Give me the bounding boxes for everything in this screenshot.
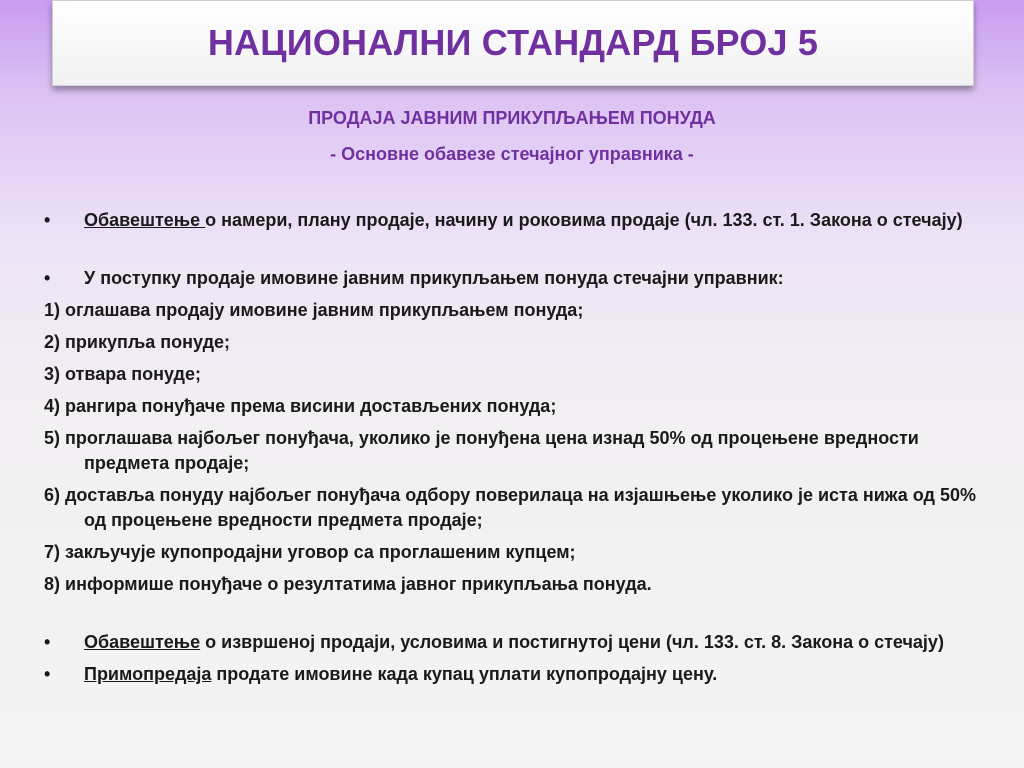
bullet-keyword: Обавештење <box>84 632 201 652</box>
list-item-4: 4) рангира понуђаче према висини достављених понуда; <box>44 396 557 416</box>
subtitle-main: ПРОДАЈА ЈАВНИМ ПРИКУПЉАЊЕМ ПОНУДА <box>308 108 716 128</box>
list-item-2: 2) прикупља понуде; <box>44 332 231 352</box>
bullet-handover <box>44 662 984 687</box>
bullet-dot: • <box>44 632 51 652</box>
list-item-6: 6) доставља понуду најбољег понуђача одбору поверилаца на изјашњење уколико је иста нижа од 50% од процењене вредности предмета продаје; <box>44 485 977 530</box>
bullet-text: продате имовине када купац уплати купопродајну цену. <box>211 664 718 684</box>
bullet-notice-completed <box>44 630 984 655</box>
bullet-dot: • <box>44 268 51 288</box>
bullet-dot: • <box>44 664 51 684</box>
slide-title: НАЦИОНАЛНИ СТАНДАРД БРОЈ 5 <box>207 22 819 63</box>
subtitle-secondary: - Основне обавезе стечајног управника - <box>330 144 694 164</box>
bullet-keyword: Обавештење <box>84 210 206 230</box>
bullet-keyword: Примопредаја <box>84 664 212 684</box>
slide-content <box>44 208 984 687</box>
title-box <box>52 0 974 86</box>
list-item-1: 1) оглашава продају имовине јавним прикупљањем понуда; <box>44 300 584 320</box>
bullet-notice-intent <box>44 208 984 233</box>
list-item-8: 8) информише понуђаче о резултатима јавног прикупљања понуда. <box>44 574 652 594</box>
list-item-7: 7) закључује купопродајни уговор са проглашеним купцем; <box>44 542 576 562</box>
list-item-5: 5) проглашава најбољег понуђача, уколико је понуђена цена изнад 50% од процењене вредности предмета продаје; <box>44 428 919 473</box>
bullet-text: о извршеној продаји, условима и постигнутој цени (чл. 133. ст. 8. Закона о стечају) <box>200 632 944 652</box>
bullet-procedure <box>44 266 984 291</box>
bullet-text: У поступку продаје имовине јавним прикупљањем понуда стечајни управник: <box>84 268 784 288</box>
list-item-3: 3) отвара понуде; <box>44 364 201 384</box>
bullet-dot: • <box>44 210 51 230</box>
bullet-text: о намери, плану продаје, начину и роковима продаје (чл. 133. ст. 1. Закона о стечају) <box>205 210 963 230</box>
